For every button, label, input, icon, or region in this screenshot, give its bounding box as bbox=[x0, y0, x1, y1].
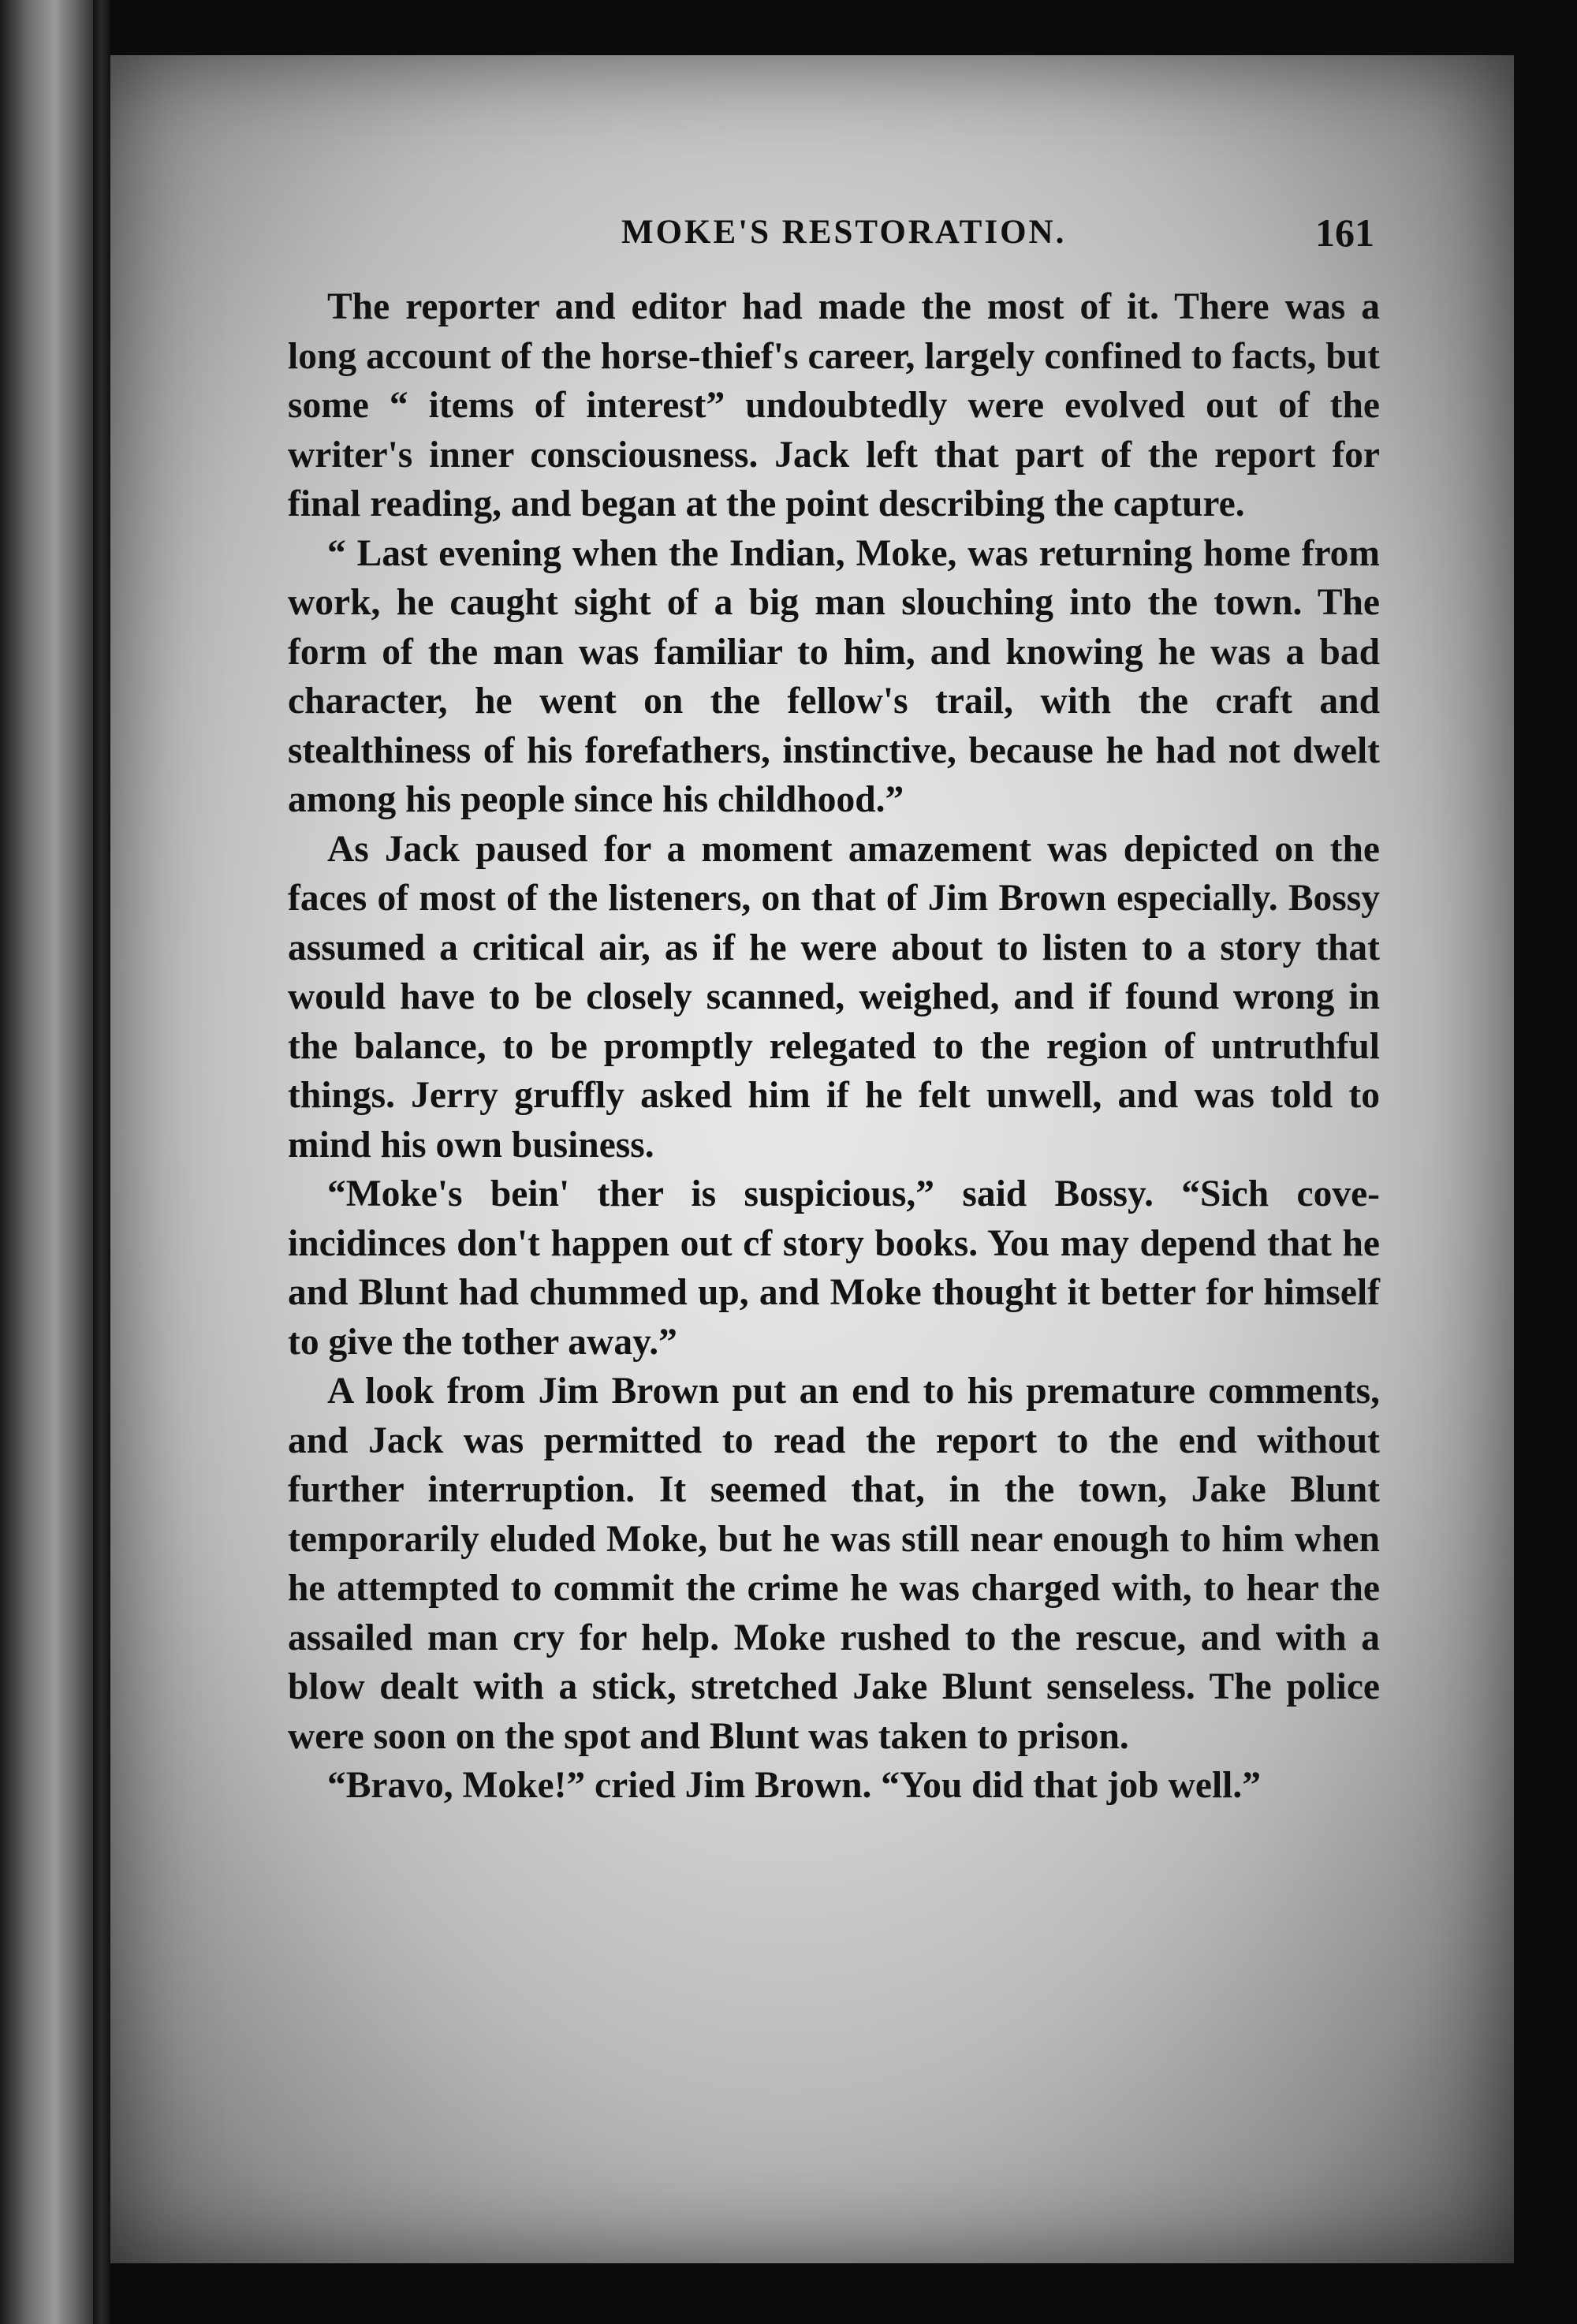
running-title: MOKE'S RESTORATION. bbox=[621, 214, 1067, 251]
page-header bbox=[0, 0, 1577, 315]
body-text bbox=[288, 282, 1380, 1811]
book-gutter bbox=[93, 0, 110, 2324]
paragraph: “ Last evening when the Indian, Moke, was returning home from work, he caught sight of a big man slouching into the town. The form of the man was familiar to him, and knowing he was a bad character, he went on the fellow's trail, with the craft and stealthiness of his forefathers, instinctive, because he had not dwelt among his people since his childhood.” bbox=[288, 532, 1380, 820]
paragraph: “Bravo, Moke!” cried Jim Brown. “You did that job well.” bbox=[327, 1765, 1261, 1806]
paragraph: The reporter and editor had made the most of it. There was a long account of the horse-thief's career, largely confined to facts, but some “ items of interest” undoubtedly were evolved out of the writer's inner consciousness. Jack left that part of the report for final reading, and began at the point describing the capture. bbox=[288, 286, 1380, 524]
facing-page-edge bbox=[0, 0, 99, 2324]
page-number: 161 bbox=[1315, 211, 1374, 255]
paragraph: A look from Jim Brown put an end to his premature comments, and Jack was permitted to read the report to the end without further interruption. It seemed that, in the town, Jake Blunt temporarily eluded Moke, but he was still near enough to him when he attempted to commit the crime he was charged with, to hear the assailed man cry for help. Moke rushed to the rescue, and with a blow dealt with a stick, stretched Jake Blunt senseless. The police were soon on the spot and Blunt was taken to prison. bbox=[288, 1371, 1380, 1757]
paragraph: As Jack paused for a moment amazement was depicted on the faces of most of the listeners, on that of Jim Brown especially. Bossy assumed a critical air, as if he were about to listen to a story that would have to be closely scanned, weighed, and if found wrong in the balance, to be promptly relegated to the region of untruthful things. Jerry gruffly asked him if he felt unwell, and was told to mind his own business. bbox=[288, 828, 1380, 1166]
paragraph: “Moke's bein' ther is suspicious,” said Bossy. “Sich cove-incidinces don't happen out cf story books. You may depend that he and Blunt had chummed up, and Moke thought it better for himself to give the tother away.” bbox=[288, 1173, 1380, 1363]
